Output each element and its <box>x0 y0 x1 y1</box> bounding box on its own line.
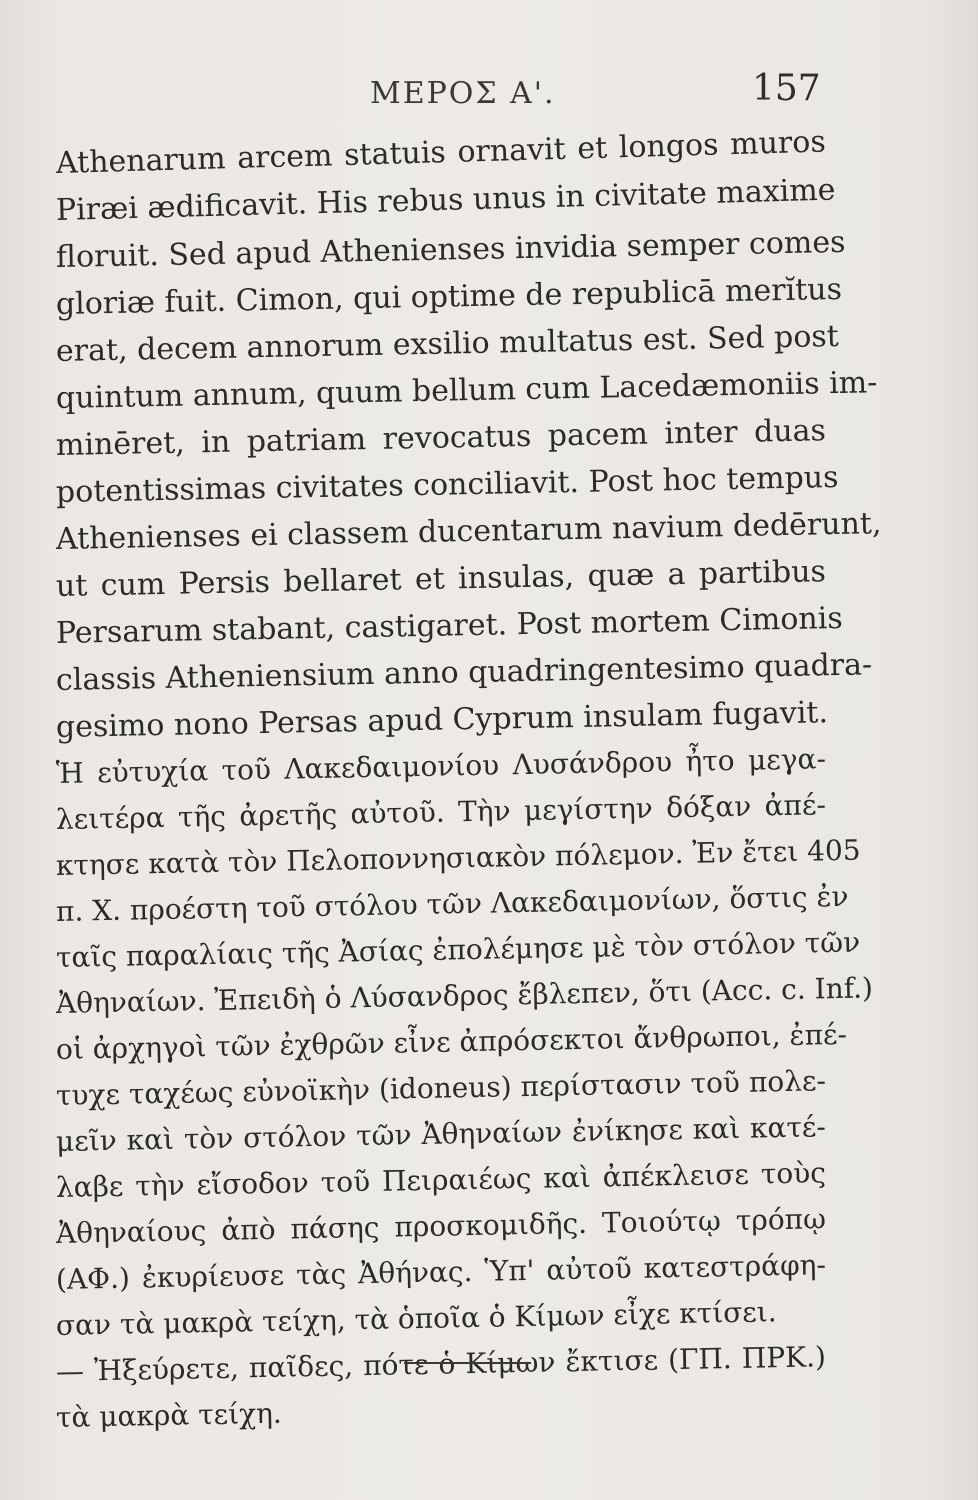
text-line: gesimo nono Persas apud Cyprum insulam fugavit. <box>55 695 829 745</box>
page-body <box>55 124 882 1441</box>
text-line: quintum annum, quum bellum cum Lacedæmoniis im- <box>55 365 878 416</box>
text-line: Ἀθηναίων. Ἐπειδὴ ὁ Λύσανδρος ἔβλεπεν, ὅτι (Acc. c. Inf.) <box>55 971 874 1020</box>
text-line: τυχε ταχέως εὐνοϊκὴν (idoneus) περίστασιν τοῦ πολε- <box>55 1064 827 1112</box>
text-line: Athenarum arcem statuis ornavit et longos muros <box>55 124 827 181</box>
text-line: Piræi ædificavit. His rebus unus in civitate maxime <box>55 172 836 228</box>
page-number: 157 <box>752 68 821 109</box>
section-divider <box>404 1362 531 1364</box>
running-title: ΜΕΡΟΣ Α'. <box>370 76 556 111</box>
text-line: (ΑΦ.) ἐκυρίευσε τὰς Ἀθήνας. Ὑπ' αὐτοῦ κατεστράφη- <box>55 1248 827 1296</box>
text-line: Athenienses ei classem ducentarum navium dedērunt, <box>55 506 882 557</box>
text-line: classis Atheniensium anno quadringentesimo quadra- <box>55 647 873 698</box>
text-line: λαβε τὴν εἴσοδον τοῦ Πειραιέως καὶ ἀπέκλεισε τοὺς <box>55 1156 827 1204</box>
text-line: floruit. Sed apud Athenienses invidia semper comes <box>55 224 846 275</box>
text-line: ut cum Persis bellaret et insulas, quæ a partibus <box>55 554 827 604</box>
text-line: Ἀθηναίους ἀπὸ πάσης προσκομιδῆς. Τοιούτῳ τρόπῳ <box>55 1202 827 1250</box>
text-line: Persarum stabant, castigaret. Post mortem Cimonis <box>55 600 844 651</box>
text-line: potentissimas civitates conciliavit. Post hoc tempus <box>55 459 839 510</box>
page-header <box>0 68 978 118</box>
text-line: π. Χ. προέστη τοῦ στόλου τῶν Λακεδαιμονίων, ὅστις ἐν <box>55 879 849 928</box>
text-line: τὰ μακρὰ τείχη. <box>55 1396 283 1434</box>
text-line: Ἡ εὐτυχία τοῦ Λακεδαιμονίου Λυσάνδρου ἦτο μεγα- <box>55 742 827 790</box>
text-line: minēret, in patriam revocatus pacem inter duas <box>55 413 827 463</box>
latin-paragraph <box>55 124 882 751</box>
text-line: οἱ ἀρχηγοὶ τῶν ἐχθρῶν εἶνε ἀπρόσεκτοι ἄνθρωποι, ἐπέ- <box>55 1017 848 1066</box>
text-line: erat, decem annorum exsilio multatus est. Sed post <box>55 318 840 369</box>
text-line: κτησε κατὰ τὸν Πελοποννησιακὸν πόλεμον. Ἐν ἔτει 405 <box>55 833 861 882</box>
text-line: μεῖν καὶ τὸν στόλον τῶν Ἀθηναίων ἐνίκησε καὶ κατέ- <box>55 1110 827 1158</box>
greek-paragraph <box>55 742 874 1441</box>
text-line: — Ἠξεύρετε, παῖδες, πότε ὁ Κίμων ἔκτισε (ΓΠ. ΠΡΚ.) <box>55 1340 827 1388</box>
text-line: σαν τὰ μακρὰ τείχη, τὰ ὁποῖα ὁ Κίμων εἶχε κτίσει. <box>55 1295 777 1342</box>
text-line: ταῖς παραλίαις τῆς Ἀσίας ἐπολέμησε μὲ τὸν στόλον τῶν <box>55 925 861 974</box>
text-line: gloriæ fuit. Cimon, qui optime de republicā merĭtus <box>55 271 843 322</box>
text-line: λειτέρα τῆς ἀρετῆς αὐτοῦ. Τὴν μεγίστην δόξαν ἀπέ- <box>55 788 827 836</box>
